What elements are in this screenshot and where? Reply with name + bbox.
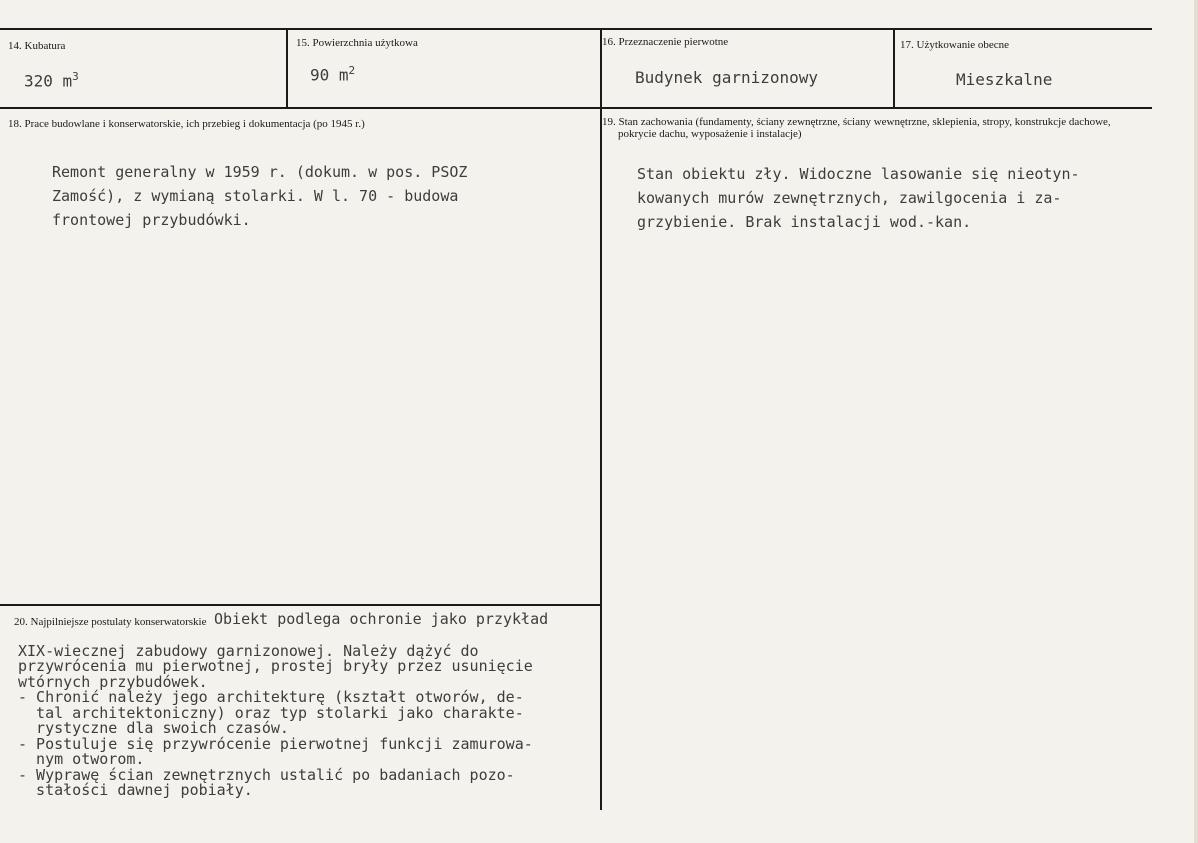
field-15-label: 15. Powierzchnia użytkowa [296,37,418,49]
field-14-label: 14. Kubatura [8,40,66,52]
field-20-line: - Postuluje się przywrócenie pierwotnej funkcji zamurowa- [18,734,533,753]
paper-edge [1194,0,1198,843]
divider-14-15 [286,28,288,109]
field-20-line: nym otworom. [18,750,145,768]
field-18-line: Remont generalny w 1959 r. (dokum. w pos. PSOZ [52,163,468,181]
field-20-line: rystyczne dla swoich czasów. [18,719,289,737]
divider-16-17 [893,28,895,109]
divider-18-20 [0,604,601,606]
field-20-line: stałości dawnej pobiały. [18,781,253,799]
field-19-label [602,116,1111,140]
field-20-text [18,628,533,814]
field-18-text [52,160,467,232]
field-19-text [637,162,1080,234]
field-18-label: 18. Prace budowlane i konserwatorskie, ich przebieg i dokumentacja (po 1945 r.) [8,118,365,130]
field-19-line: kowanych murów zewnętrznych, zawilgocenia i za- [637,189,1062,207]
field-16-label: 16. Przeznaczenie pierwotne [602,36,729,48]
row-divider [0,107,1152,109]
field-14-value [24,70,79,90]
field-20-line: - Wyprawę ścian zewnętrznych ustalić po badaniach pozo- [18,765,515,784]
divider-main [600,28,602,810]
field-14-unit-exponent: 3 [72,70,79,83]
field-20-line: tal architektoniczny) oraz typ stolarki jako charakte- [18,703,524,722]
field-15-unit-exponent: 2 [348,64,356,77]
field-20-line: XIX-wiecznej zabudowy garnizonowej. Należy dążyć do [18,641,479,660]
field-16-value: Budynek garnizonowy [635,68,819,87]
field-20-line: przywrócenia mu pierwotnej, prostej bryły przez usunięcie [18,657,533,675]
field-18-line: frontowej przybudówki. [52,211,251,229]
field-20-line: - Chronić należy jego architekturę (kształt otworów, de- [18,688,524,706]
field-19-label-line: pokrycie dachu, wyposażenie i instalacje) [618,128,802,140]
field-20-first-line: Obiekt podlega ochronie jako przykład [214,610,549,628]
field-20-line: wtórnych przybudówek. [18,672,208,691]
field-15-number: 90 m [310,65,349,85]
field-17-label: 17. Użytkowanie obecne [900,39,1010,51]
field-18-line: Zamość), z wymianą stolarki. W l. 70 - budowa [52,187,459,205]
field-19-label-line: 19. Stan zachowania (fundamenty, ściany zewnętrzne, ściany wewnętrzne, sklepienia, stropy, konstrukcje dachowe, [602,116,1111,128]
field-17-value: Mieszkalne [956,70,1053,89]
field-19-line: Stan obiektu zły. Widoczne lasowanie się nieotyn- [637,165,1080,183]
field-14-number: 320 m [24,71,73,91]
field-19-line: grzybienie. Brak instalacji wod.-kan. [637,213,972,231]
field-20-label: 20. Najpilniejsze postulaty konserwatorskie [14,616,207,628]
field-15-value [310,64,355,84]
top-rule [0,28,1152,30]
